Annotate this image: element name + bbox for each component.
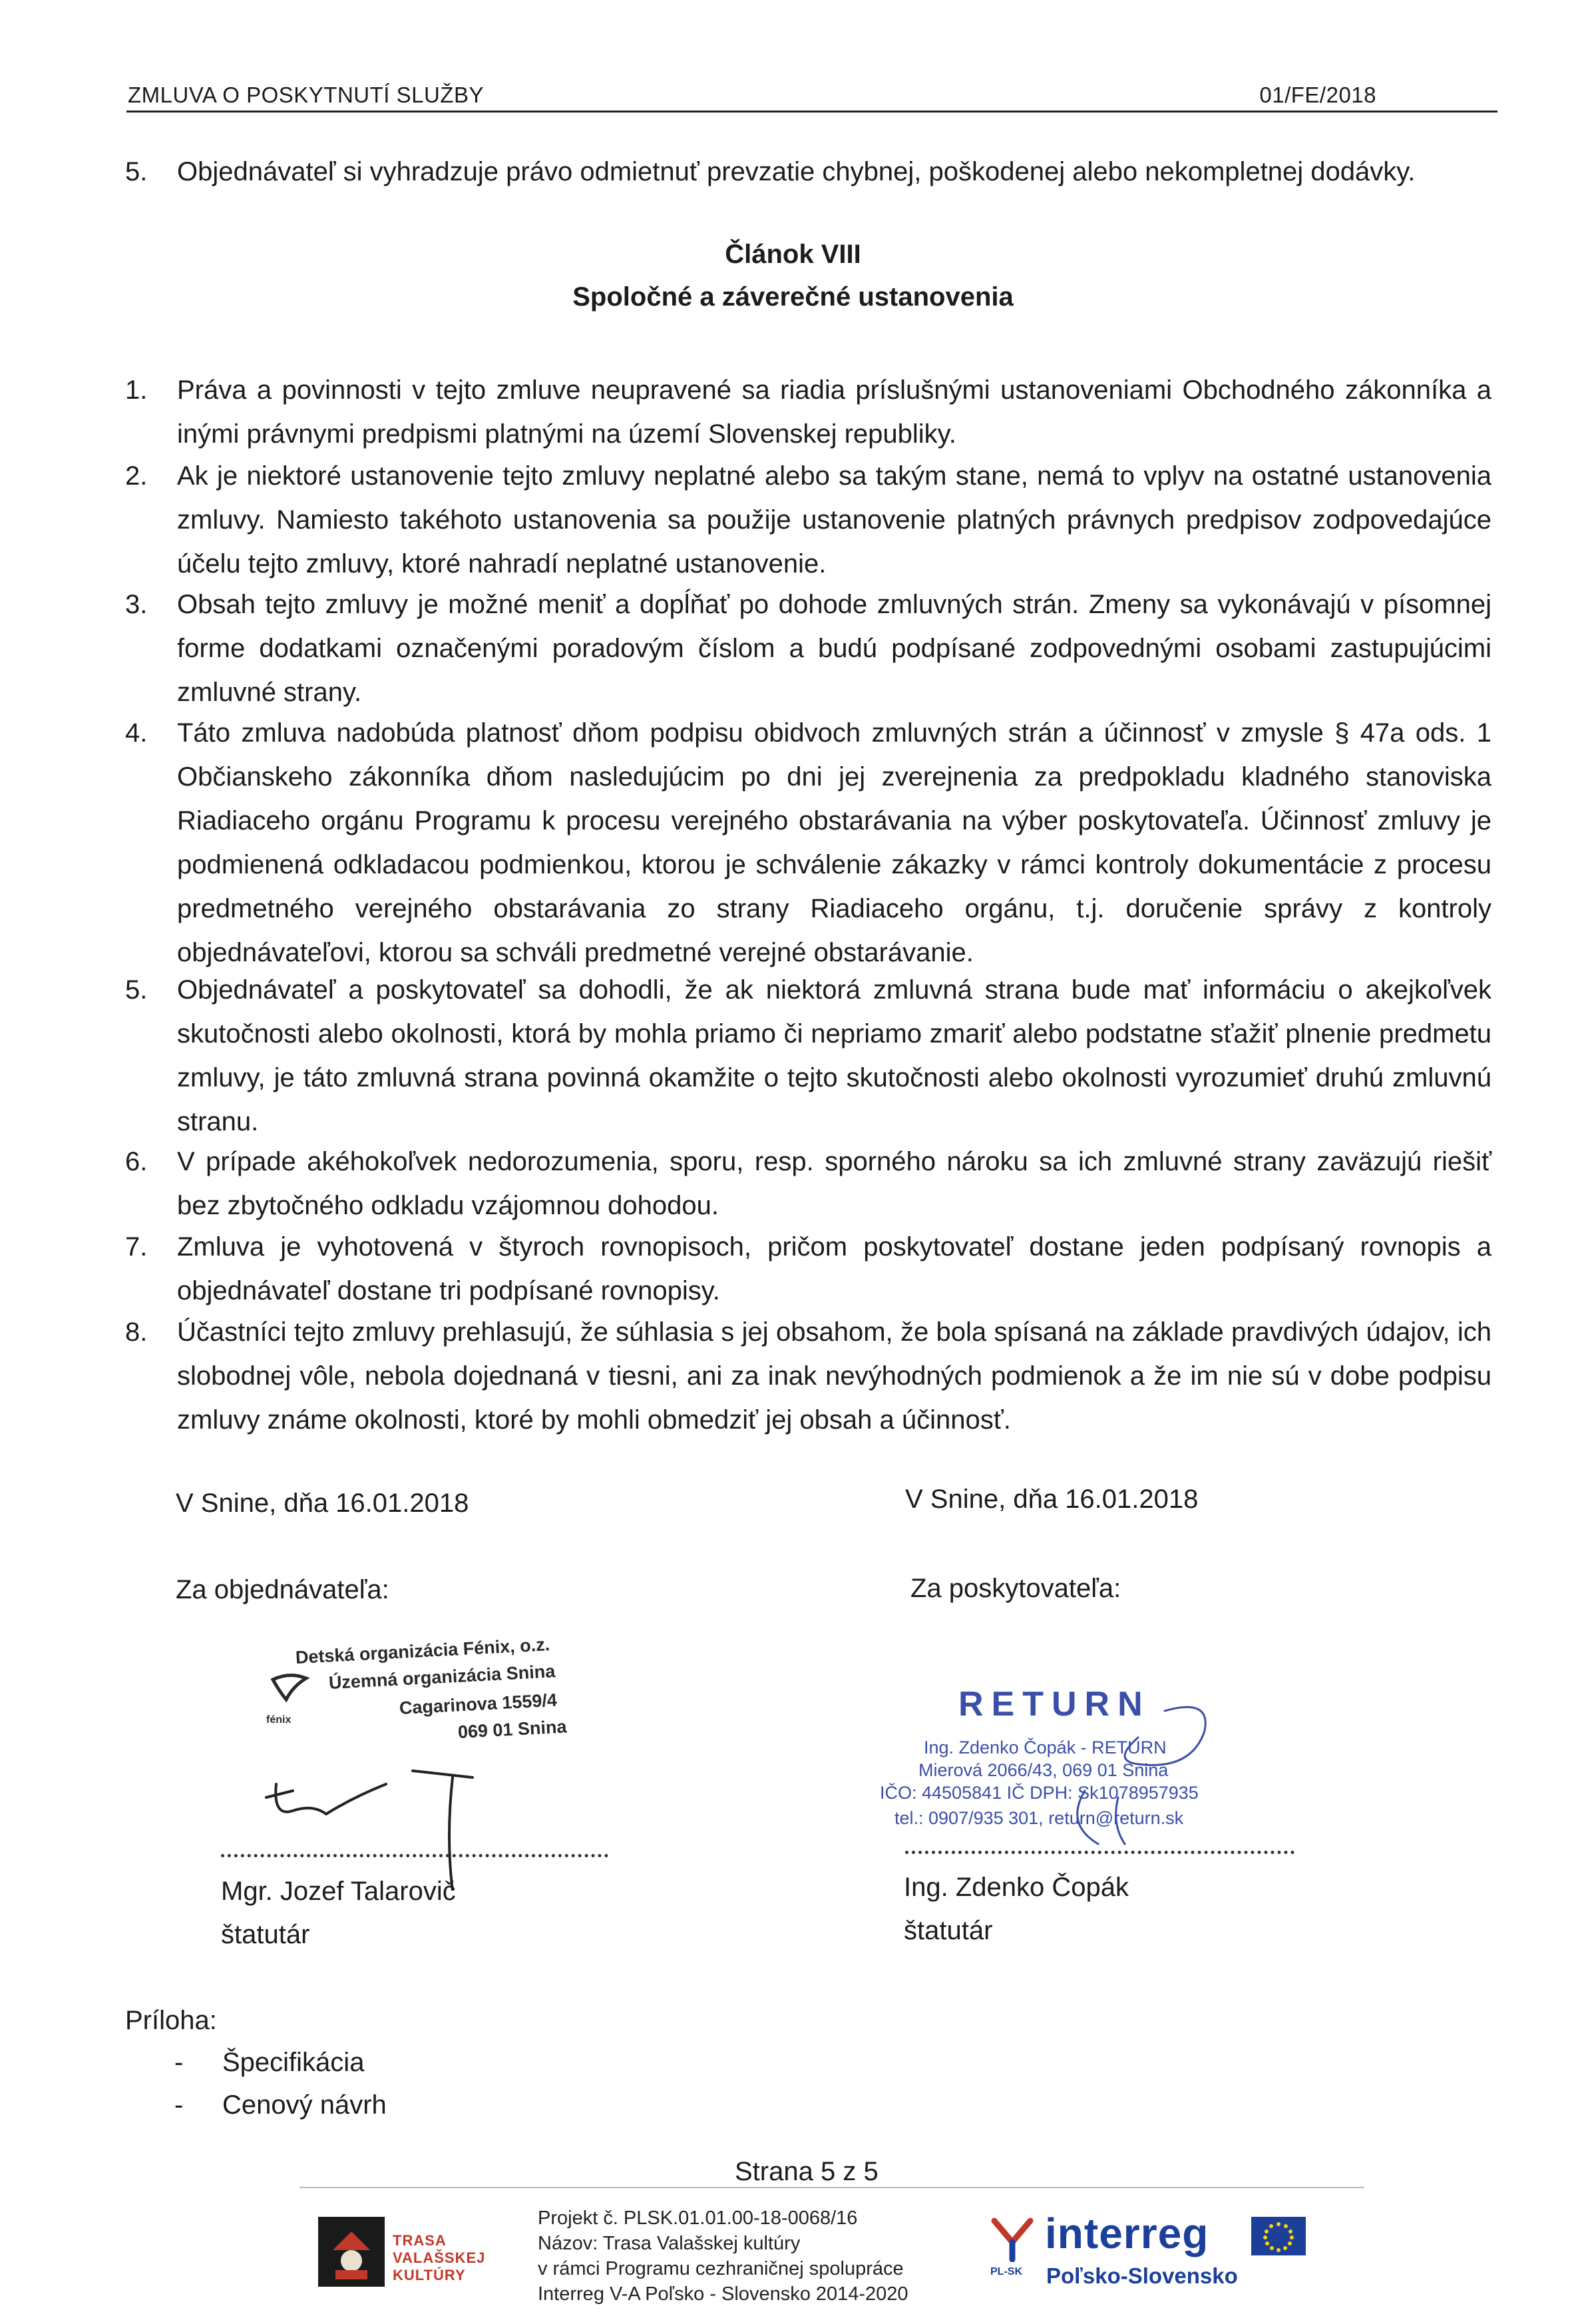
trasa-logo-text — [393, 2232, 485, 2284]
right-signature-icon — [985, 1691, 1251, 1851]
return-logo: RETURN — [958, 1685, 1151, 1724]
interreg-logo-text: interreg — [1045, 2209, 1209, 2257]
return-stamp-line: IČO: 44505841 IČ DPH: Sk1078957935 — [880, 1783, 1199, 1803]
attachment-bullet: - — [174, 2090, 184, 2120]
article-title: Článok VIII — [725, 240, 861, 269]
fenix-stamp-line: Cagarinova 1559/4 — [399, 1690, 558, 1718]
clause-number: 8. — [125, 1317, 148, 1347]
pl-sk-tag: PL-SK — [990, 2266, 1022, 2277]
project-line: Názov: Trasa Valašskej kultúry — [538, 2233, 801, 2254]
fenix-logo-text: fénix — [266, 1714, 292, 1726]
article-subtitle: Spoločné a záverečné ustanovenia — [572, 282, 1014, 312]
clause-text: Obsah tejto zmluvy je možné meniť a dopĺňať po dohode zmluvných strán. Zmeny sa vykonávajú v písomnej forme dodatkami označenými poradovým číslom a budú podpísané zodpovednými osobami zastupujúcimi zmluvné strany. — [177, 590, 1491, 707]
return-stamp-line: Mierová 2066/43, 069 01 Snina — [918, 1760, 1169, 1780]
clause-text: Zmluva je vyhotovená v štyroch rovnopisoch, pričom poskytovateľ dostane jeden podpísaný rovnopis a objednávateľ dostane tri podpísané rovnopisy. — [177, 1232, 1491, 1305]
clause-text: Objednávateľ a poskytovateľ sa dohodli, že ak niektorá zmluvná strana bude mať informáciu o akejkoľvek skutočnosti alebo okolnosti, ktorá by mohla priamo či nepriamo zmariť alebo podstatne sťažiť plnenie predmetu zmluvy, je táto zmluvná strana povinná okamžite o tejto skutočnosti alebo okolnosti vyrozumieť druhú zmluvnú stranu. — [177, 975, 1491, 1136]
right-place-date: V Snine, dňa 16.01.2018 — [905, 1485, 1199, 1514]
attachment-item: Cenový návrh — [222, 2090, 387, 2120]
project-line: v rámci Programu cezhraničnej spolupráce — [538, 2258, 904, 2279]
header-divider — [126, 111, 1497, 113]
clause-text: V prípade akéhokoľvek nedorozumenia, sporu, resp. sporného nároku sa ich zmluvné strany zaväzujú riešiť bez zbytočného odkladu vzájomnou dohodou. — [177, 1147, 1491, 1220]
attachment-bullet: - — [174, 2048, 184, 2077]
interreg-subtitle: Poľsko-Slovensko — [1046, 2263, 1238, 2288]
left-signature-line — [221, 1854, 608, 1857]
project-line: Projekt č. PLSK.01.01.00-18-0068/16 — [538, 2208, 858, 2229]
clause-number: 3. — [125, 590, 148, 619]
trasa-logo-icon — [318, 2217, 385, 2287]
fenix-stamp-line: 069 01 Snina — [457, 1716, 568, 1742]
return-stamp-line: tel.: 0907/935 301, return@return.sk — [894, 1808, 1184, 1828]
left-signatory-name: Mgr. Jozef Talarovič — [221, 1877, 456, 1906]
intro-item-number: 5. — [125, 157, 148, 186]
left-place-date: V Snine, dňa 16.01.2018 — [176, 1489, 469, 1518]
left-signatory-role: štatutár — [221, 1920, 310, 1949]
clause-number: 1. — [125, 375, 148, 405]
clause-number: 4. — [125, 718, 148, 748]
fenix-stamp — [266, 1634, 586, 1767]
left-party-label: Za objednávateľa: — [176, 1575, 389, 1604]
right-party-label: Za poskytovateľa: — [910, 1574, 1121, 1603]
right-signature-line — [905, 1851, 1294, 1854]
right-signatory-role: štatutár — [904, 1916, 993, 1945]
trasa-line: KULTÚRY — [393, 2267, 466, 2283]
trasa-line: VALAŠSKEJ — [393, 2249, 486, 2266]
fenix-stamp-line: Detská organizácia Fénix, o.z. — [295, 1634, 550, 1668]
attachments-label: Príloha: — [125, 2006, 217, 2035]
fenix-stamp-line: Územná organizácia Snina — [328, 1661, 556, 1693]
project-info — [538, 2206, 908, 2307]
page-number: Strana 5 z 5 — [735, 2157, 879, 2186]
project-line: Interreg V-A Poľsko - Slovensko 2014-2020 — [538, 2283, 908, 2305]
clause-number: 2. — [125, 461, 148, 491]
clause-text: Ak je niektoré ustanovenie tejto zmluvy neplatné alebo sa takým stane, nemá to vplyv na ostatné ustanovenia zmluvy. Namiesto takéhoto ustanovenia sa použije ustanovenie platných právnych predpisov zodpovedajúce účelu tejto zmluvy, ktoré nahradí neplatné ustanovenie. — [177, 461, 1491, 579]
clause-text: Táto zmluva nadobúda platnosť dňom podpisu obidvoch zmluvných strán a účinnosť v zmysle § 47a ods. 1 Občianskeho zákonníka dňom nasledujúcim po dni jej zverejnenia za predpokladu kladného stanoviska Riadiaceho orgánu Programu k procesu verejného obstarávania na výber poskytovateľa. Účinnosť zmluvy je podmienená odkladacou podmienkou, ktorou je schválenie zákazky v rámci kontroly dokumentácie z procesu predmetného verejného obstarávania zo strany Riadiaceho orgánu, t.j. doručenie správy z kontroly objednávateľovi, ktorou sa schváli predmetné verejné obstarávanie. — [177, 718, 1491, 967]
clause-text: Práva a povinnosti v tejto zmluve neupravené sa riadia príslušnými ustanoveniami Obchodného zákonníka a inými právnymi predpismi platnými na území Slovenskej republiky. — [177, 375, 1491, 449]
return-stamp-line: Ing. Zdenko Čopák - RETURN — [924, 1738, 1167, 1757]
clause-text: Účastníci tejto zmluvy prehlasujú, že súhlasia s jej obsahom, že bola spísaná na základe pravdivých údajov, ich slobodnej vôle, nebola dojednaná v tiesni, ani za inak nevýhodných podmienok a že im nie sú v dobe podpisu zmluvy známe okolnosti, ktoré by mohli obmedziť jej obsah a účinnosť. — [177, 1317, 1491, 1435]
right-signatory-name: Ing. Zdenko Čopák — [904, 1873, 1129, 1902]
document-number: 01/FE/2018 — [1259, 83, 1376, 107]
clause-number: 7. — [125, 1232, 148, 1262]
document-header-title: ZMLUVA O POSKYTNUTÍ SLUŽBY — [128, 83, 484, 107]
intro-item-text: Objednávateľ si vyhradzuje právo odmietnuť prevzatie chybnej, poškodenej alebo nekompletnej dodávky. — [177, 157, 1416, 186]
clause-number: 5. — [125, 975, 148, 1005]
left-signature-icon — [253, 1757, 519, 1891]
footer-divider — [299, 2187, 1364, 2188]
trasa-line: TRASA — [393, 2232, 447, 2249]
interreg-mark-icon — [989, 2215, 1036, 2262]
clause-number: 6. — [125, 1147, 148, 1176]
attachment-item: Špecifikácia — [222, 2048, 365, 2077]
eu-flag-icon — [1251, 2217, 1306, 2255]
fenix-bird-icon — [266, 1672, 313, 1712]
